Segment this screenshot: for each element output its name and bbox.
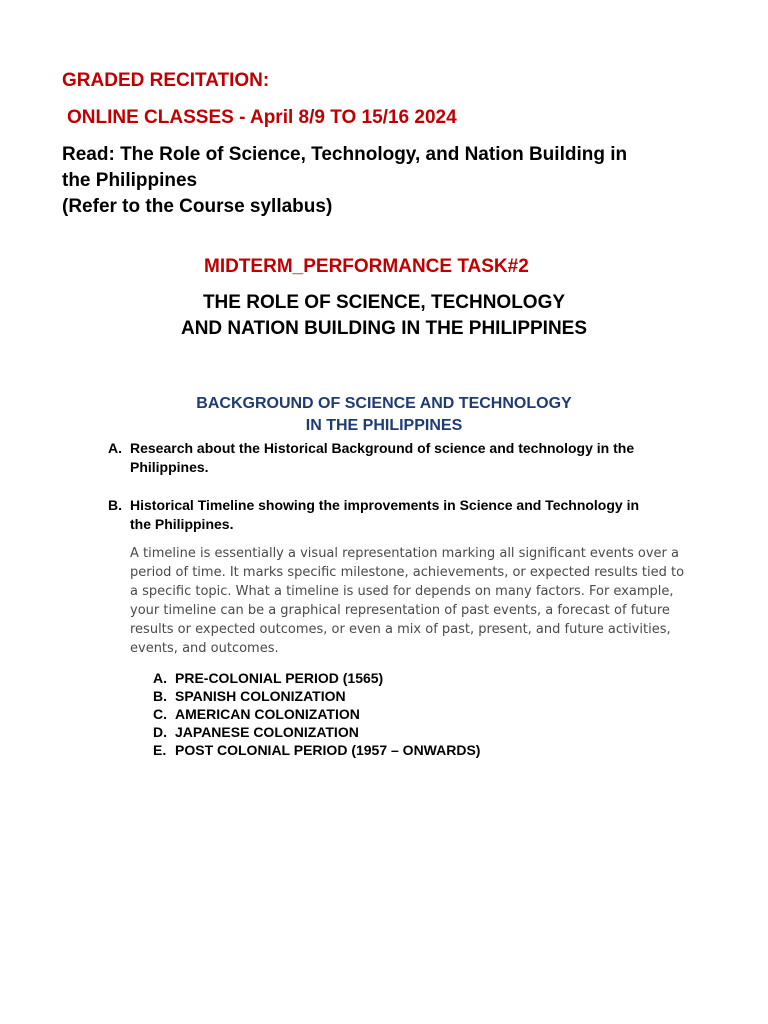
section-heading-line-2: IN THE PHILIPPINES [305, 417, 463, 434]
paragraph-line: a specific topic. What a timeline is used for depends on many factors. For example, [130, 584, 674, 599]
list-item-b [108, 497, 639, 513]
paragraph-line: results or expected outcomes, or even a mix of past, present, and future activities, [130, 622, 671, 637]
periods-list [153, 669, 480, 759]
period-letter: E. [153, 742, 167, 758]
read-line-2: the Philippines [62, 170, 198, 191]
online-classes-heading: ONLINE CLASSES - April 8/9 TO 15/16 2024 [67, 107, 457, 128]
period-item [153, 741, 480, 759]
period-item [153, 705, 480, 723]
period-label: SPANISH COLONIZATION [175, 688, 346, 704]
list-item-letter: A. [108, 440, 122, 456]
period-label: AMERICAN COLONIZATION [175, 706, 360, 722]
paragraph-line: your timeline can be a graphical representation of past events, a forecast of future [130, 603, 670, 618]
list-item-text: Research about the Historical Background of science and technology in the [130, 440, 635, 456]
period-item [153, 723, 480, 741]
task-title-line-2: AND NATION BUILDING IN THE PHILIPPINES [180, 318, 588, 339]
period-label: PRE-COLONIAL PERIOD (1565) [175, 670, 384, 686]
paragraph-line: events, and outcomes. [130, 641, 279, 656]
period-item [153, 669, 480, 687]
period-letter: A. [153, 670, 167, 686]
list-item-b-cont: the Philippines. [130, 516, 234, 532]
paragraph-line: period of time. It marks specific milestone, achievements, or expected results tied to [130, 565, 685, 580]
task-title-line-1: THE ROLE OF SCIENCE, TECHNOLOGY [202, 292, 566, 313]
list-item-a [108, 440, 634, 456]
section-heading-line-1: BACKGROUND OF SCIENCE AND TECHNOLOGY [196, 395, 572, 412]
task-label: MIDTERM_PERFORMANCE TASK#2 [204, 256, 529, 277]
paragraph-line: A timeline is essentially a visual representation marking all significant events over a [130, 546, 679, 561]
period-letter: C. [153, 706, 167, 722]
list-item-a-cont: Philippines. [130, 459, 209, 475]
period-label: POST COLONIAL PERIOD (1957 – ONWARDS) [175, 742, 481, 758]
period-letter: D. [153, 724, 167, 740]
read-line-1: Read: The Role of Science, Technology, and Nation Building in [62, 144, 628, 165]
refer-syllabus: (Refer to the Course syllabus) [62, 196, 333, 217]
list-item-text: Historical Timeline showing the improvements in Science and Technology in [130, 497, 640, 513]
period-label: JAPANESE COLONIZATION [175, 724, 359, 740]
graded-recitation-heading: GRADED RECITATION: [62, 70, 270, 91]
period-letter: B. [153, 688, 167, 704]
period-item [153, 687, 480, 705]
list-item-letter: B. [108, 497, 122, 513]
timeline-paragraph [130, 544, 684, 658]
